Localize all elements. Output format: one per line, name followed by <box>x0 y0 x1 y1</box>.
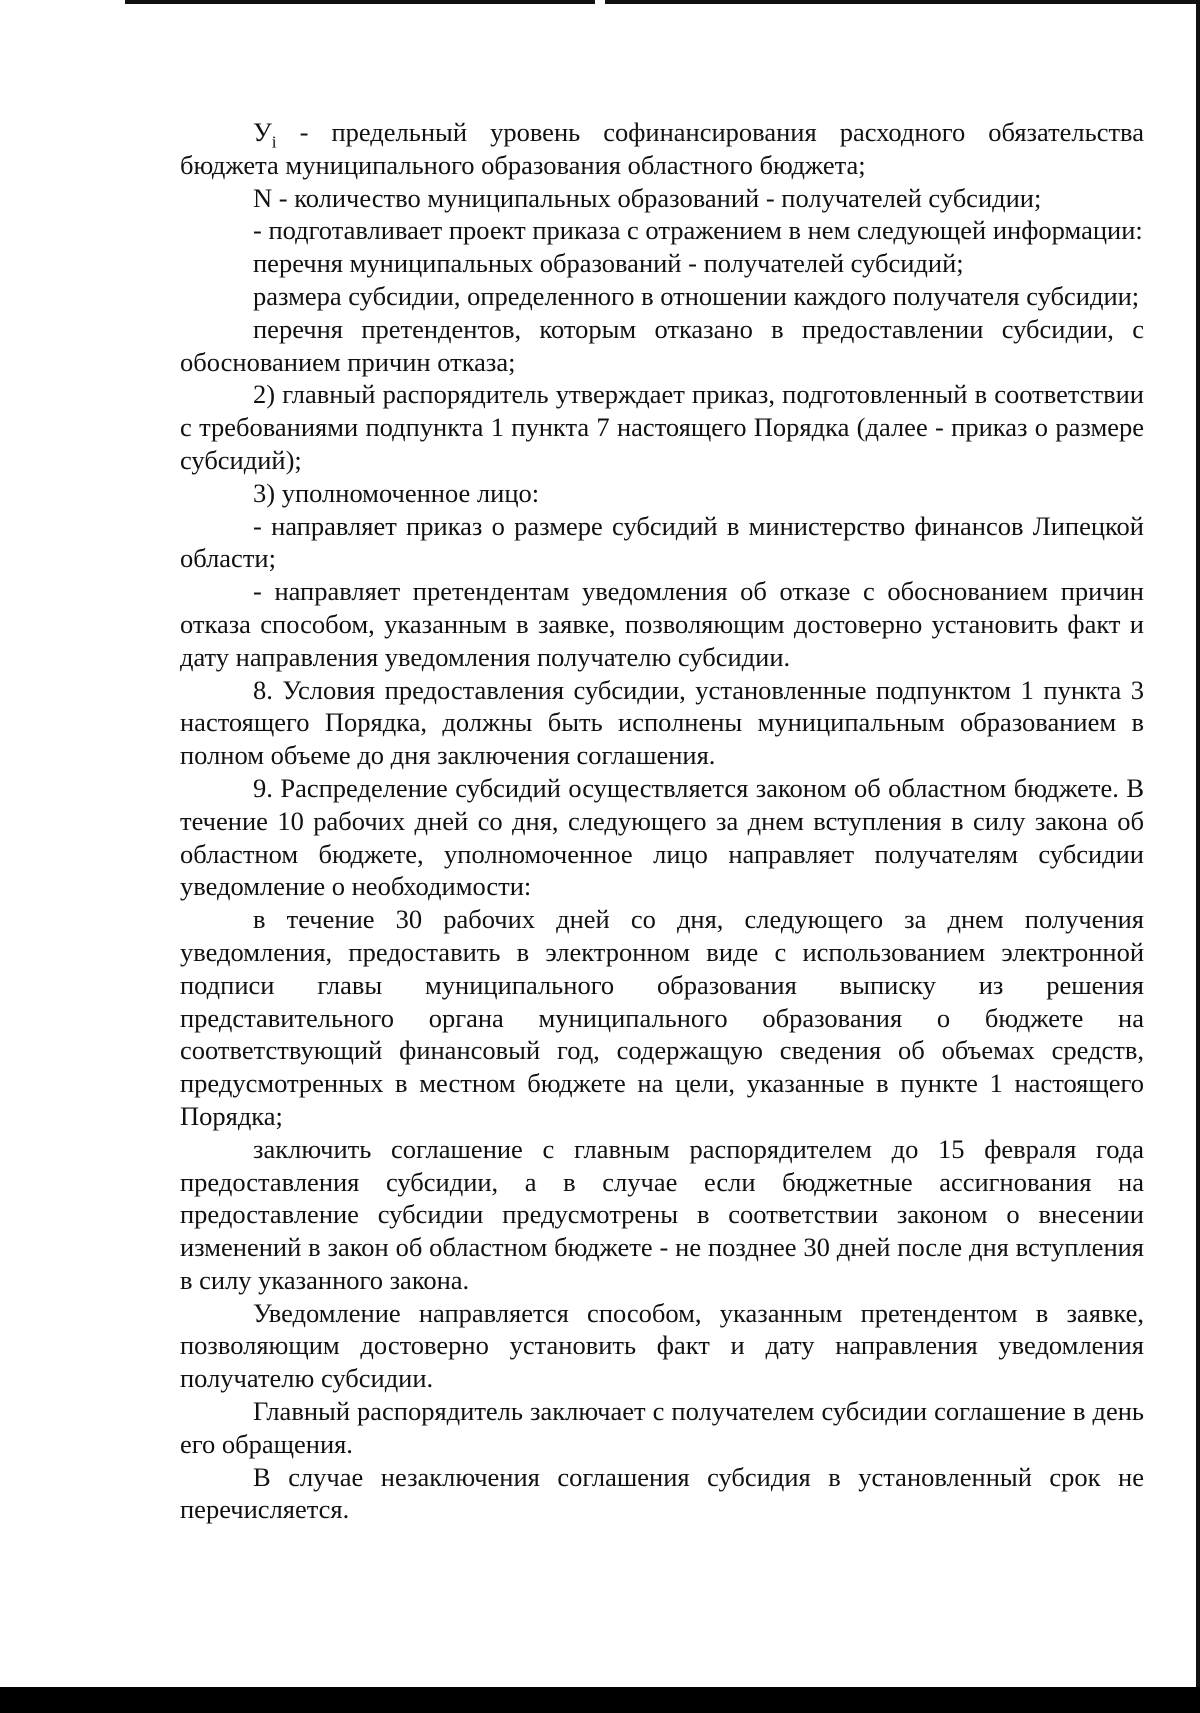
paragraph: Уведомление направляется способом, указанным претендентом в заявке, позволяющим достоверно установить факт и дату направления уведомления получателю субсидии. <box>180 1297 1144 1394</box>
paragraph-formula-legend <box>180 116 1144 182</box>
formula-description: - предельный уровень софинансирования расходного обязательства бюджета муниципального образования областного бюджета; <box>180 117 1144 180</box>
paragraph: перечня претендентов, которым отказано в предоставлении субсидии, с обоснованием причин отказа; <box>180 313 1144 377</box>
paragraph-item-9: 9. Распределение субсидий осуществляется законом об областном бюджете. В течение 10 рабочих дней со дня, следующего за днем вступления в силу закона об областном бюджете, уполномоченное лицо направляет получателям субсидии уведомление о необходимости: <box>180 772 1144 902</box>
paragraph: - подготавливает проект приказа с отражением в нем следующей информации: <box>253 215 1143 246</box>
formula-symbol: У <box>253 117 272 147</box>
formula-subscript: i <box>271 132 277 152</box>
paragraph: Главный распорядитель заключает с получателем субсидии соглашение в день его обращения. <box>180 1396 1144 1459</box>
scan-top-border-left <box>125 0 595 4</box>
scan-bottom-edge <box>0 1687 1200 1713</box>
paragraph: - направляет приказ о размере субсидий в министерство финансов Липецкой области; <box>180 510 1144 574</box>
paragraph: заключить соглашение с главным распорядителем до 15 февраля года предоставления субсидии, а в случае если бюджетные ассигнования на предоставление субсидии предусмотрены в соответствии законом о внесении изменений в закон об областном бюджете - не позднее 30 дней после дня вступления в силу указанного закона. <box>180 1133 1144 1295</box>
paragraph: размера субсидии, определенного в отношении каждого получателя субсидии; <box>253 280 1140 311</box>
scan-top-border-right <box>605 0 1200 4</box>
paragraph: - направляет претендентам уведомления об отказе с обоснованием причин отказа способом, указанным в заявке, позволяющим достоверно установить факт и дату направления уведомления получателю субсидии. <box>180 576 1144 672</box>
paragraph: 2) главный распорядитель утверждает приказ, подготовленный в соответствии с требованиями подпункта 1 пункта 7 настоящего Порядка (далее - приказ о размере субсидий); <box>180 379 1144 475</box>
paragraph: В случае незаключения соглашения субсидия в установленный срок не перечисляется. <box>180 1461 1144 1525</box>
paragraph-item-8: 8. Условия предоставления субсидии, установленные подпунктом 1 пункта 3 настоящего Порядка, должны быть исполнены муниципальным образованием в полном объеме до дня заключения соглашения. <box>180 674 1144 771</box>
paragraph: N - количество муниципальных образований - получателей субсидии; <box>253 182 1042 213</box>
scan-right-edge <box>1196 0 1200 1713</box>
paragraph: 3) уполномоченное лицо: <box>253 477 540 508</box>
document-body <box>180 116 1144 1526</box>
paragraph: в течение 30 рабочих дней со дня, следующего за днем получения уведомления, предоставить в электронном виде с использованием электронной подписи главы муниципального образования выписку из решения представительного органа муниципального образования о бюджете на соответствующий финансовый год, содержащую сведения об объемах средств, предусмотренных в местном бюджете на цели, указанные в пункте 1 настоящего Порядка; <box>180 904 1144 1131</box>
paragraph: перечня муниципальных образований - получателей субсидий; <box>253 248 964 279</box>
